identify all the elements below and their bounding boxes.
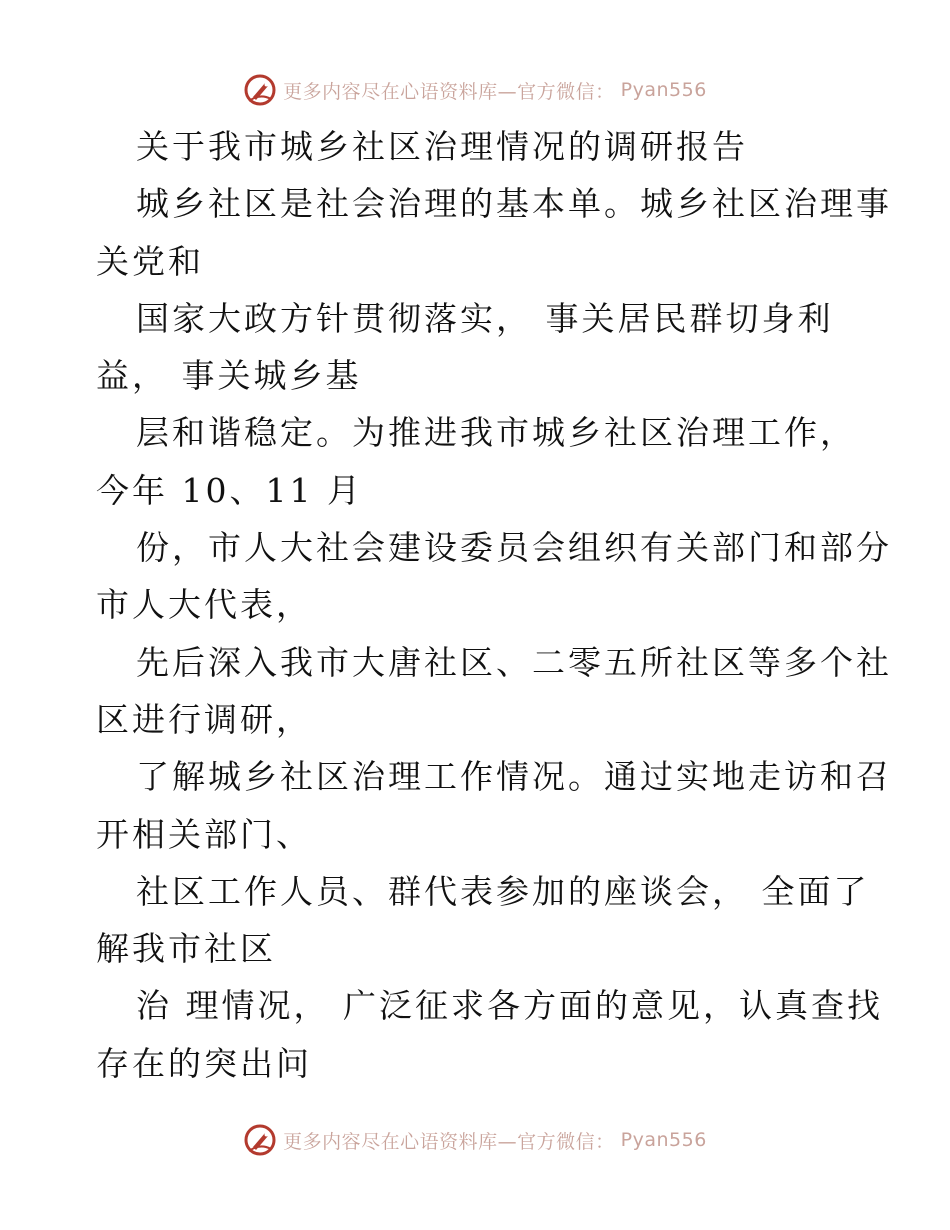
text-line: 先后深入我市大唐社区、二零五所社区等多个社 [136, 642, 892, 682]
text-line: 层和谐稳定。为推进我市城乡社区治理工作， [136, 413, 856, 453]
text-line: 开相关部门、 [96, 814, 312, 854]
text-line: 益， 事关城乡基 [96, 356, 362, 396]
text-line: 了解城乡社区治理工作情况。通过实地走访和召 [136, 757, 892, 797]
text-line: 关党和 [96, 241, 204, 281]
banner-text: 更多内容尽在心语资料库—官方微信： [283, 1130, 615, 1153]
pen-nib-logo-icon [243, 1123, 277, 1157]
text-line: 关于我市城乡社区治理情况的调研报告 [136, 127, 748, 166]
banner-wechat-id: Pyan556 [620, 1129, 707, 1151]
banner-text: 更多内容尽在心语资料库—官方微信： [283, 80, 615, 103]
pen-nib-logo-icon [243, 73, 277, 107]
text-line: 社区工作人员、群代表参加的座谈会， 全面了 [136, 871, 870, 911]
banner-wechat-id: Pyan556 [620, 79, 707, 101]
footer-banner [0, 1120, 950, 1160]
header-banner [0, 70, 950, 110]
text-line: 解我市社区 [96, 929, 276, 969]
text-line: 份，市人大社会建设委员会组织有关部门和部分 [136, 528, 892, 568]
text-line: 国家大政方针贯彻落实， 事关居民群切身利 [136, 298, 834, 338]
document-body [96, 118, 892, 1092]
text-line: 市人大代表， [96, 585, 312, 625]
text-line: 今年 10、11 月 [96, 470, 363, 510]
text-line: 区进行调研， [96, 699, 312, 739]
text-line: 城乡社区是社会治理的基本单。城乡社区治理事 [136, 184, 892, 224]
text-line: 存在的突出问 [96, 1043, 312, 1083]
text-line: 治 理情况， 广泛征求各方面的意见，认真查找 [136, 986, 883, 1026]
